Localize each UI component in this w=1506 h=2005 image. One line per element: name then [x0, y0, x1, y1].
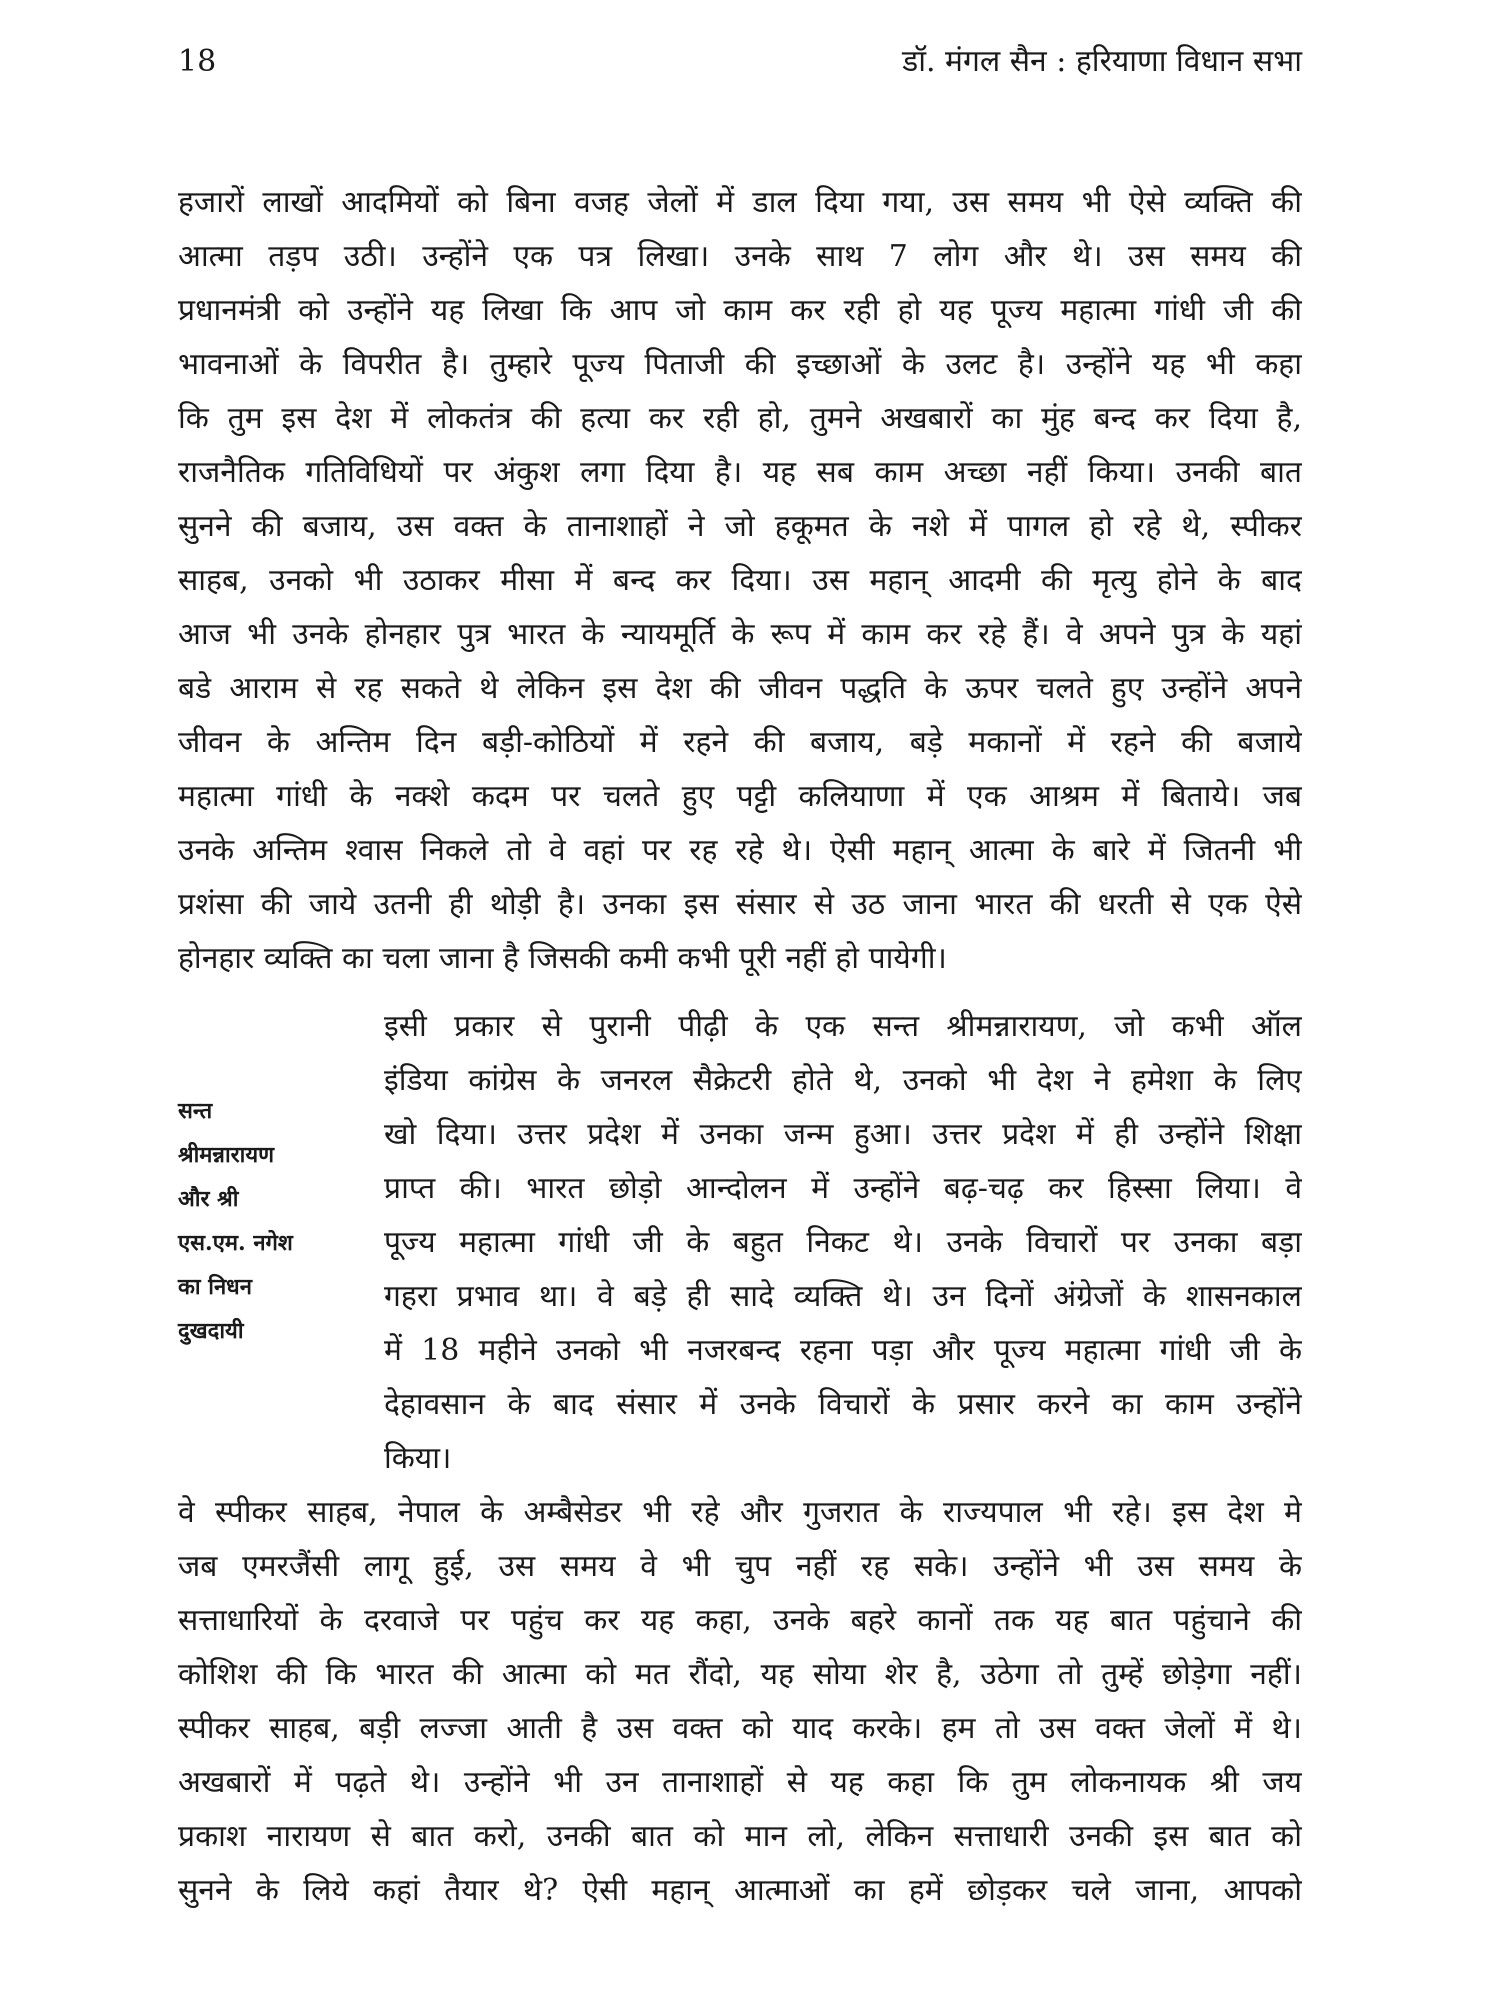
text-line: हजारों लाखों आदमियों को बिना वजह जेलों में डाल दिया गया, उस समय भी ऐसे व्यक्ति की	[178, 185, 1302, 220]
marginal-note	[178, 1089, 358, 1353]
text-line: किया।	[384, 1441, 452, 1476]
text-line: उनके अन्तिम श्वास निकले तो वे वहां पर रह रहे थे। ऐसी महान् आत्मा के बारे में जितनी भी	[178, 833, 1302, 868]
text-line: स्पीकर साहब, बड़ी लज्जा आती है उस वक्त को याद करके। हम तो उस वक्त जेलों में थे।	[178, 1711, 1302, 1746]
text-line: प्रधानमंत्री को उन्होंने यह लिखा कि आप जो काम कर रही हो यह पूज्य महात्मा गांधी जी की	[178, 293, 1302, 328]
text-line: प्राप्त की। भारत छोड़ो आन्दोलन में उन्होंने बढ़-चढ़ कर हिस्सा लिया। वे	[384, 1171, 1302, 1206]
text-line: प्रशंसा की जाये उतनी ही थोड़ी है। उनका इस संसार से उठ जाना भारत की धरती से एक ऐसे	[178, 887, 1302, 922]
text-line: भावनाओं के विपरीत है। तुम्हारे पूज्य पिताजी की इच्छाओं के उलट है। उन्होंने यह भी कहा	[178, 347, 1302, 382]
text-line: सुनने की बजाय, उस वक्त के तानाशाहों ने जो हकूमत के नशे में पागल हो रहे थे, स्पीकर	[178, 509, 1302, 544]
text-line: जब एमरजैंसी लागू हुई, उस समय वे भी चुप नहीं रह सके। उन्होंने भी उस समय के	[178, 1549, 1302, 1584]
text-line: कि तुम इस देश में लोकतंत्र की हत्या कर रही हो, तुमने अखबारों का मुंह बन्द कर दिया है,	[178, 401, 1302, 436]
text-line: राजनैतिक गतिविधियों पर अंकुश लगा दिया है। यह सब काम अच्छा नहीं किया। उनकी बात	[178, 455, 1302, 490]
marginal-note-line: दुखदायी	[178, 1318, 244, 1344]
text-line: देहावसान के बाद संसार में उनके विचारों के प्रसार करने का काम उन्होंने	[384, 1387, 1302, 1422]
text-line: सत्ताधारियों के दरवाजे पर पहुंच कर यह कहा, उनके बहरे कानों तक यह बात पहुंचाने की	[178, 1603, 1302, 1638]
text-line: कोशिश की कि भारत की आत्मा को मत रौंदो, यह सोया शेर है, उठेगा तो तुम्हें छोड़ेगा नहीं।	[178, 1657, 1302, 1692]
marginal-note-line: श्रीमन्नारायण	[178, 1142, 275, 1168]
text-line: जीवन के अन्तिम दिन बड़ी-कोठियों में रहने की बजाय, बड़े मकानों में रहने की बजाये	[178, 725, 1302, 760]
text-line: सुनने के लिये कहां तैयार थे? ऐसी महान् आत्माओं का हमें छोड़कर चले जाना, आपको	[178, 1873, 1302, 1908]
text-line: वे स्पीकर साहब, नेपाल के अम्बैसेडर भी रहे और गुजरात के राज्यपाल भी रहे। इस देश मे	[178, 1495, 1302, 1530]
text-line: अखबारों में पढ़ते थे। उन्होंने भी उन तानाशाहों से यह कहा कि तुम लोकनायक श्री जय	[178, 1765, 1302, 1800]
text-line: प्रकाश नारायण से बात करो, उनकी बात को मान लो, लेकिन सत्ताधारी उनकी इस बात को	[178, 1819, 1302, 1854]
text-line: बडे आराम से रह सकते थे लेकिन इस देश की जीवन पद्धति के ऊपर चलते हुए उन्होंने अपने	[178, 671, 1302, 706]
text-line: होनहार व्यक्ति का चला जाना है जिसकी कमी कभी पूरी नहीं हो पायेगी।	[178, 941, 947, 976]
text-line: महात्मा गांधी के नक्शे कदम पर चलते हुए पट्टी कलियाणा में एक आश्रम में बिताये। जब	[178, 779, 1302, 814]
text-line: में 18 महीने उनको भी नजरबन्द रहना पड़ा और पूज्य महात्मा गांधी जी के	[384, 1333, 1302, 1368]
text-line: गहरा प्रभाव था। वे बड़े ही सादे व्यक्ति थे। उन दिनों अंग्रेजों के शासनकाल	[384, 1279, 1302, 1314]
text-line: आत्मा तड़प उठी। उन्होंने एक पत्र लिखा। उनके साथ 7 लोग और थे। उस समय की	[178, 239, 1302, 274]
marginal-note-line: और श्री	[178, 1186, 239, 1212]
text-line: इंडिया कांग्रेस के जनरल सैक्रेटरी होते थे, उनको भी देश ने हमेशा के लिए	[384, 1063, 1302, 1098]
text-line: आज भी उनके होनहार पुत्र भारत के न्यायमूर्ति के रूप में काम कर रहे हैं। वे अपने पुत्र के यहां	[178, 617, 1302, 652]
page-number: 18	[178, 44, 217, 79]
text-line: पूज्य महात्मा गांधी जी के बहुत निकट थे। उनके विचारों पर उनका बड़ा	[384, 1225, 1302, 1260]
marginal-note-line: का निधन	[178, 1274, 252, 1300]
text-line: खो दिया। उत्तर प्रदेश में उनका जन्म हुआ। उत्तर प्रदेश में ही उन्होंने शिक्षा	[384, 1117, 1302, 1152]
paragraph-3	[178, 1486, 1302, 1918]
text-line: इसी प्रकार से पुरानी पीढ़ी के एक सन्त श्रीमन्नारायण, जो कभी ऑल	[384, 1009, 1302, 1044]
paragraph-1	[178, 176, 1302, 986]
paragraph-2	[384, 1000, 1302, 1486]
marginal-note-line: एस.एम. नगेश	[178, 1230, 293, 1256]
marginal-note-line: सन्त	[178, 1098, 213, 1124]
text-line: साहब, उनको भी उठाकर मीसा में बन्द कर दिया। उस महान् आदमी की मृत्यु होने के बाद	[178, 563, 1302, 598]
running-header: डॉ. मंगल सैन : हरियाणा विधान सभा	[902, 44, 1302, 79]
